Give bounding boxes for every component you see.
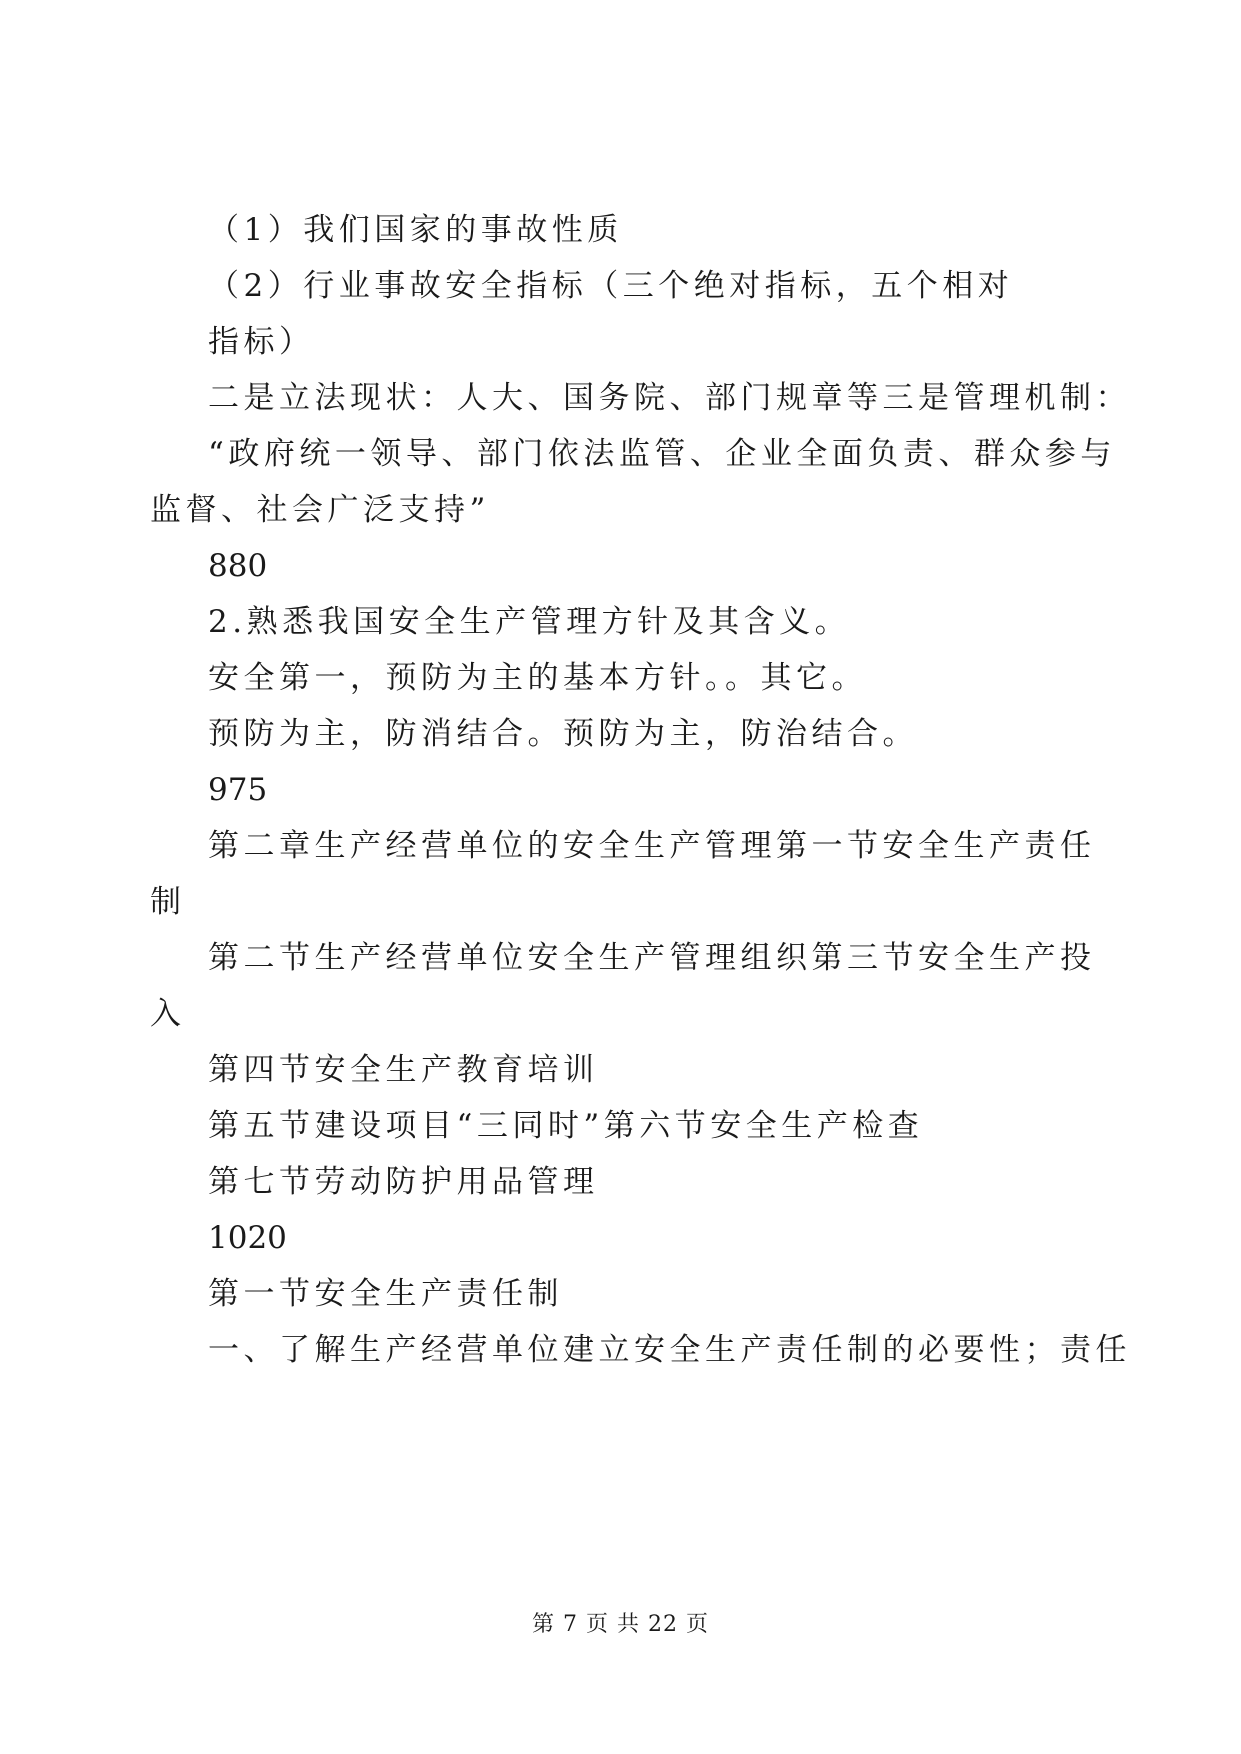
text-line: 制 [150, 884, 186, 920]
text-line: 第五节建设项目“三同时”第六节安全生产检查 [208, 1108, 924, 1144]
text-line: 2.熟悉我国安全生产管理方针及其含义。 [208, 604, 851, 640]
text-line: 第二节生产经营单位安全生产管理组织第三节安全生产投 [208, 940, 1096, 976]
text-line: 监督、社会广泛支持” [150, 492, 490, 528]
text-line: 第四节安全生产教育培训 [208, 1052, 599, 1088]
text-line: （2）行业事故安全指标（三个绝对指标，五个相对 [208, 268, 1014, 304]
text-line: 二是立法现状：人大、国务院、部门规章等三是管理机制： [208, 380, 1131, 416]
text-line: 预防为主，防消结合。预防为主，防治结合。 [208, 716, 918, 752]
text-line: 第一节安全生产责任制 [208, 1276, 563, 1312]
text-line: 第二章生产经营单位的安全生产管理第一节安全生产责任 [208, 828, 1096, 864]
page-number-footer: 第 7 页 共 22 页 [532, 1612, 709, 1637]
text-line: 1020 [208, 1220, 287, 1256]
text-line: 第七节劳动防护用品管理 [208, 1164, 599, 1200]
text-line: 975 [208, 772, 268, 808]
text-line: 指标） [208, 324, 315, 360]
text-line: 880 [208, 548, 268, 584]
text-line: 一、了解生产经营单位建立安全生产责任制的必要性；责任 [208, 1332, 1131, 1368]
text-line: “政府统一领导、部门依法监管、企业全面负责、群众参与 [208, 436, 1116, 472]
text-line: （1）我们国家的事故性质 [208, 212, 623, 248]
text-line: 安全第一，预防为主的基本方针。。其它。 [208, 660, 867, 696]
text-line: 入 [150, 996, 186, 1032]
